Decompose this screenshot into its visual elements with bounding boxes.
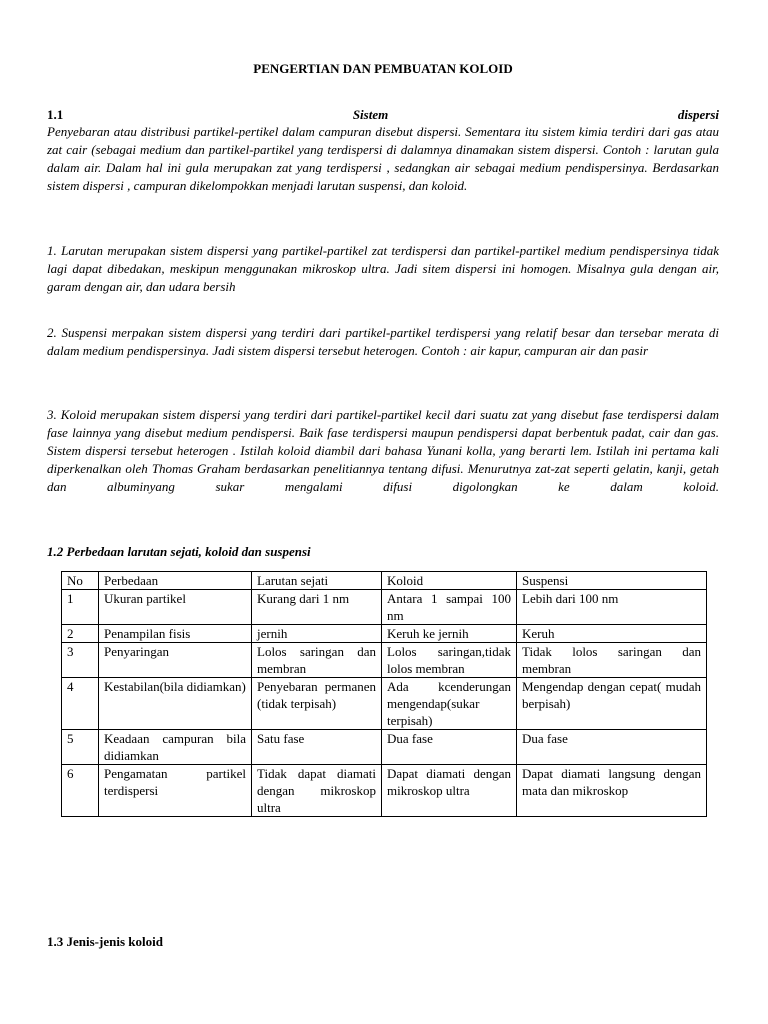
table-cell: Tidak dapat diamati dengan mikroskop ultra bbox=[252, 765, 382, 817]
table-cell: Penyebaran permanen (tidak terpisah) bbox=[252, 678, 382, 730]
paragraph-suspensi: 2. Suspensi merpakan sistem dispersi yang terdiri dari partikel-partikel terdispersi yang relatif besar dan tersebar merata di dalam medium pendispersinya. Jadi sistem dispersi tersebut heterogen. Contoh : air kapur, campuran air dan pasir bbox=[47, 325, 719, 358]
comparison-table bbox=[61, 571, 707, 817]
table-row bbox=[62, 765, 707, 817]
table-cell: 6 bbox=[62, 765, 99, 817]
table-row bbox=[62, 730, 707, 765]
header-cell-koloid: Koloid bbox=[382, 572, 517, 590]
paragraph-koloid: 3. Koloid merupakan sistem dispersi yang terdiri dari partikel-partikel kecil dari suatu zat yang disebut fase terdispersi dalam fase lainnya yang disebut medium pendispersi. Baik fase terdispersi maupun pendispersi dapat berbentuk padat, cair dan gas. Sistem dispersi tersebut heterogen . Istilah koloid diambil dari bahasa Yunani kolla, yang berarti lem. Istilah ini pertama kali diperkenalkan oleh Thomas Graham berdasarkan penelitiannya tentang difusi. Menurutnya zat-zat seperti gelatin, kanji, getah dan albuminyang sukar mengalami difusi digolongkan ke dalam koloid. bbox=[47, 407, 719, 494]
table-cell: Lebih dari 100 nm bbox=[517, 590, 707, 625]
table-cell: Lolos saringan dan membran bbox=[252, 643, 382, 678]
table-row bbox=[62, 678, 707, 730]
table-cell: Kestabilan(bila didiamkan) bbox=[99, 678, 252, 730]
table-cell: 3 bbox=[62, 643, 99, 678]
table-cell: Mengendap dengan cepat( mudah berpisah) bbox=[517, 678, 707, 730]
header-cell-larutan: Larutan sejati bbox=[252, 572, 382, 590]
table-cell: Lolos saringan,tidak lolos membran bbox=[382, 643, 517, 678]
table-cell: Kurang dari 1 nm bbox=[252, 590, 382, 625]
header-cell-suspensi: Suspensi bbox=[517, 572, 707, 590]
intro-paragraph: Penyebaran atau distribusi partikel-pertikel dalam campuran disebut dispersi. Sementara itu sistem kimia terdiri dari gas atau zat cair (sebagai medium dan partikel-partikel yang terdispersi di dalamnya dinamakan sistem dispersi. Contoh : larutan gula dalam air. Dalam hal ini gula merupakan zat yang terdispersi , sedangkan air sebagai medium pendispersinya. Berdasarkan sistem dispersi , campuran dikelompokkan menjadi larutan suspensi, dan koloid. bbox=[47, 124, 719, 193]
table-row bbox=[62, 625, 707, 643]
table-cell: Keruh bbox=[517, 625, 707, 643]
table-cell: Pengamatan partikel terdispersi bbox=[99, 765, 252, 817]
header-cell-no: No bbox=[62, 572, 99, 590]
table-cell: Dapat diamati langsung dengan mata dan mikroskop bbox=[517, 765, 707, 817]
table-row bbox=[62, 643, 707, 678]
table-cell: Satu fase bbox=[252, 730, 382, 765]
table-cell: Ada kcenderungan mengendap(sukar terpisah) bbox=[382, 678, 517, 730]
section-1-1-heading bbox=[47, 106, 719, 124]
table-cell: Penampilan fisis bbox=[99, 625, 252, 643]
table-cell: 5 bbox=[62, 730, 99, 765]
table-row bbox=[62, 590, 707, 625]
table-cell: Keruh ke jernih bbox=[382, 625, 517, 643]
table-cell: 1 bbox=[62, 590, 99, 625]
table-header-row bbox=[62, 572, 707, 590]
table-cell: Penyaringan bbox=[99, 643, 252, 678]
table-cell: Tidak lolos saringan dan membran bbox=[517, 643, 707, 678]
table-cell: Dua fase bbox=[382, 730, 517, 765]
paragraph-larutan: 1. Larutan merupakan sistem dispersi yang partikel-partikel zat terdispersi dan partikel-partikel medium pendispersinya tidak lagi dapat dibedakan, meskipun menggunakan mikroskop ultra. Jadi sitem dispersi ini homogen. Misalnya gula dengan air, garam dengan air, dan udara bersih bbox=[47, 243, 719, 294]
table-cell: 4 bbox=[62, 678, 99, 730]
table-cell: Dua fase bbox=[517, 730, 707, 765]
table-cell: jernih bbox=[252, 625, 382, 643]
section-1-1-number: 1.1 bbox=[47, 107, 64, 122]
section-1-1-word-sistem: Sistem bbox=[352, 107, 389, 122]
document-title: PENGERTIAN DAN PEMBUATAN KOLOID bbox=[253, 61, 513, 76]
section-1-3-heading: 1.3 Jenis-jenis koloid bbox=[47, 934, 163, 949]
table-cell: Keadaan campuran bila didiamkan bbox=[99, 730, 252, 765]
header-cell-perbedaan: Perbedaan bbox=[99, 572, 252, 590]
section-1-1-word-dispersi: dispersi bbox=[677, 107, 719, 122]
section-1-2-heading: 1.2 Perbedaan larutan sejati, koloid dan suspensi bbox=[47, 544, 311, 559]
table-cell: Antara 1 sampai 100 nm bbox=[382, 590, 517, 625]
table-cell: Dapat diamati dengan mikroskop ultra bbox=[382, 765, 517, 817]
table-cell: Ukuran partikel bbox=[99, 590, 252, 625]
table-cell: 2 bbox=[62, 625, 99, 643]
